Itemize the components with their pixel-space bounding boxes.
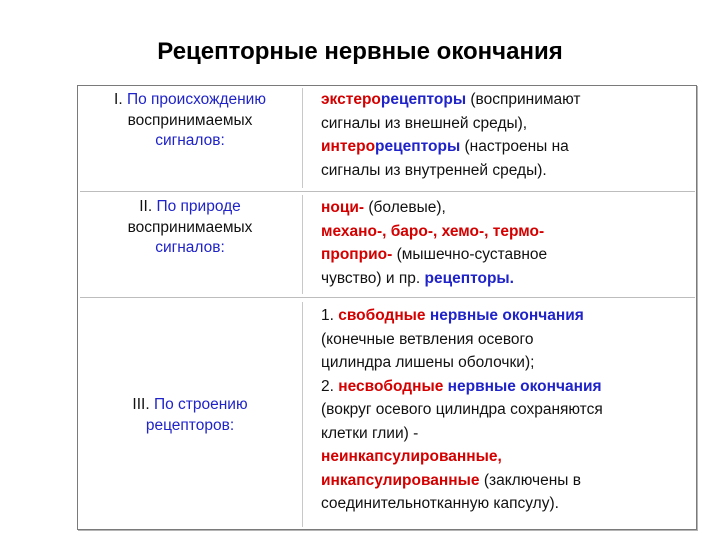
item-number: 1. — [321, 307, 339, 324]
row1-line4: сигналы из внутренней среды). — [321, 161, 547, 179]
interoreceptors-prefix: интеро — [321, 138, 376, 155]
column-divider — [302, 88, 303, 188]
row2-criterion-line2: воспринимаемых — [127, 218, 253, 236]
row1-criterion-line2: воспринимаемых — [127, 111, 253, 129]
exteroreceptors-prefix: экстеро — [321, 91, 381, 108]
row1-criterion-line3: сигналов: — [155, 132, 225, 149]
row2-text: чувство) и пр. — [321, 269, 425, 287]
row1-text: (настроены на — [460, 138, 569, 155]
receptors-term: рецепторы. — [424, 269, 514, 287]
column-divider — [302, 195, 303, 294]
row-divider — [80, 297, 695, 298]
row3-line6: клетки глии) - — [321, 424, 419, 442]
row3-line9: соединительнотканную капсулу). — [321, 495, 559, 512]
page-title: Рецепторные нервные окончания — [157, 38, 563, 65]
row3-criterion-heading: По строению — [153, 396, 248, 413]
row1-line2: сигналы из внешней среды), — [321, 114, 528, 132]
row1-criterion — [87, 90, 293, 152]
row2-criterion-heading: По природе — [156, 198, 241, 215]
item-number: 2. — [321, 377, 339, 395]
row2-text: (мышечно-суставное — [392, 246, 548, 263]
row1-criterion-number: I. — [114, 91, 123, 108]
exteroreceptors-root: рецепторы — [380, 91, 467, 108]
row2-criterion-number: II. — [139, 198, 153, 215]
row1-description — [321, 88, 693, 182]
nerve-endings-term: нервные окончания — [425, 307, 584, 324]
column-divider — [302, 302, 303, 527]
proprio-term: проприо- — [321, 246, 393, 263]
nonfree-term: несвободные — [338, 377, 444, 395]
free-term: свободные — [338, 307, 426, 324]
row2-criterion — [87, 197, 293, 259]
interoreceptors-root: рецепторы — [375, 138, 461, 155]
nonencapsulated-term: неинкапсулированные, — [321, 448, 502, 465]
row3-criterion-line2: рецепторов: — [145, 416, 235, 434]
noci-term: ноци- — [321, 199, 365, 216]
row-divider — [80, 191, 695, 192]
row3-line3: цилиндра лишены оболочки); — [321, 354, 535, 371]
row2-text: (болевые), — [364, 199, 446, 216]
row3-criterion-number: III. — [132, 396, 150, 413]
mechano-baro-chemo-thermo-terms: механо-, баро-, хемо-, термо- — [321, 222, 545, 240]
encapsulated-term: инкапсулированные — [321, 471, 480, 489]
row3-line5: (вокруг осевого цилиндра сохраняются — [321, 401, 603, 418]
row1-criterion-heading: По происхождению — [126, 91, 266, 108]
row1-text: (воспринимают — [466, 91, 581, 108]
row2-criterion-line3: сигналов: — [155, 239, 225, 256]
row3-text: (заключены в — [479, 471, 581, 489]
row3-description — [321, 304, 693, 516]
row3-criterion — [87, 395, 293, 436]
row2-description — [321, 196, 693, 290]
nerve-endings-term: нервные окончания — [443, 377, 602, 395]
row3-line2: (конечные ветвления осевого — [321, 330, 534, 348]
